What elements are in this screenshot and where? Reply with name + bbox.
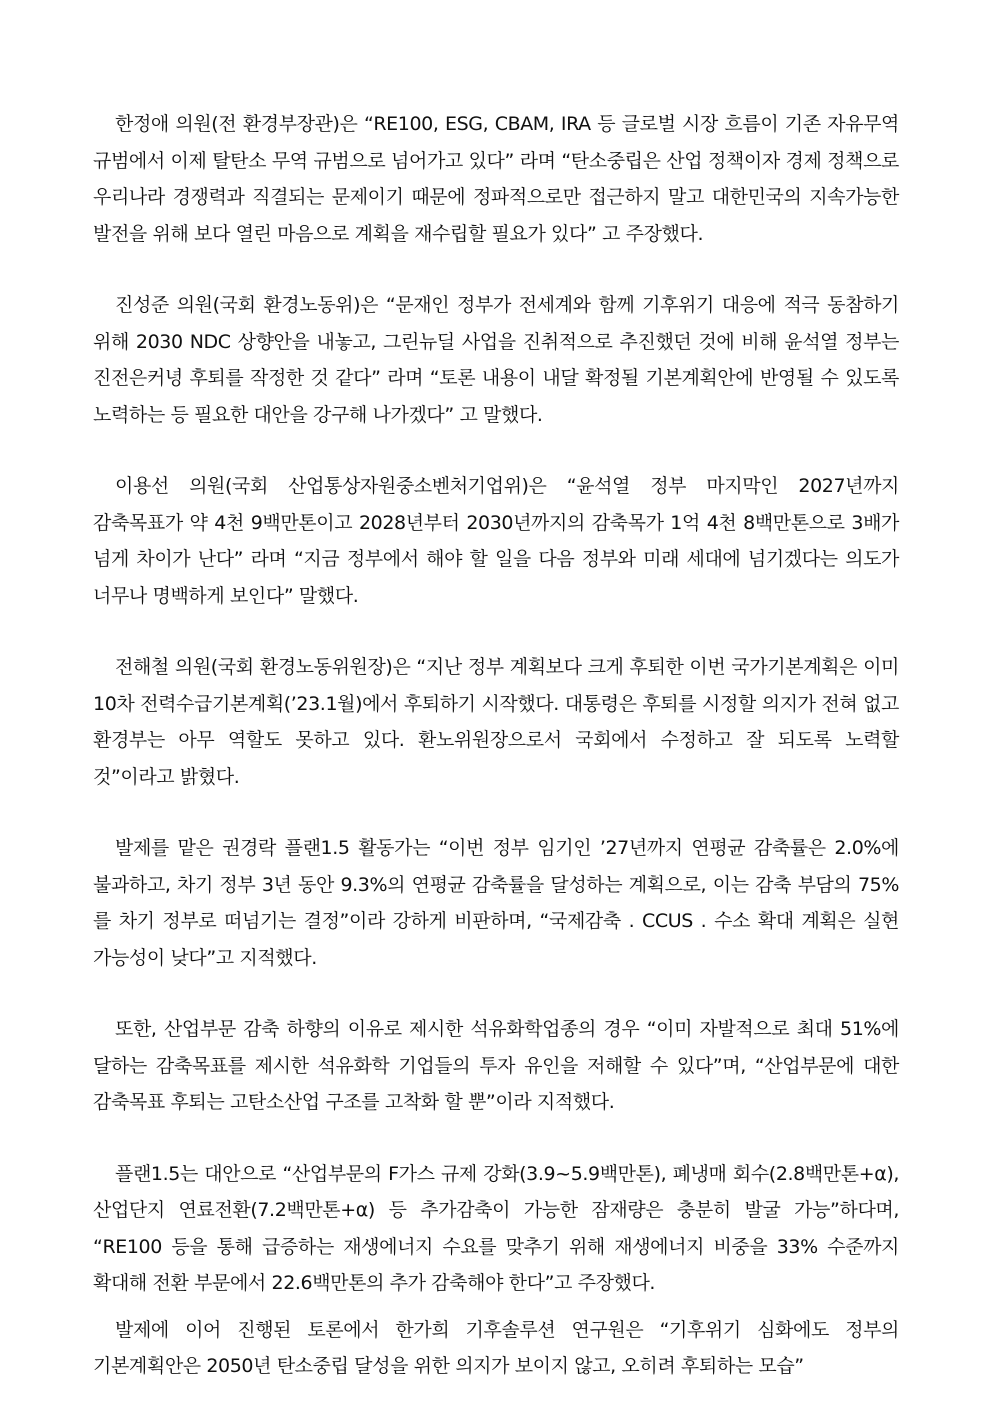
paragraph-kwon-gyeongrak: 발제를 맡은 권경락 플랜1.5 활동가는 “이번 정부 임기인 ’27년까지 연평균 감축률은 2.0%에 불과하고, 차기 정부 3년 동안 9.3%의 연평균 감축률을 달성하는 계획으로, 이는 감축 부담의 75%를 차기 정부로 떠넘기는 결정”이라 강하게 비판하며, “국제감축 . CCUS . 수소 확대 계획은 실현 가능성이 낮다”고 지적했다. xyxy=(93,837,899,969)
paragraph-han-jeongae: 한정애 의원(전 환경부장관)은 “RE100, ESG, CBAM, IRA 등 글로벌 시장 흐름이 기존 자유무역 규범에서 이제 탈탄소 무역 규범으로 넘어가고 있다” 라며 “탄소중립은 산업 정책이자 경제 정책으로 우리나라 경쟁력과 직결되는 문제이기 때문에 정파적으로만 접근하지 말고 대한민국의 지속가능한 발전을 위해 보다 열린 마음으로 계획을 재수립할 필요가 있다” 고 주장했다. xyxy=(93,113,899,245)
paragraph-industry-sector: 또한, 산업부문 감축 하향의 이유로 제시한 석유화학업종의 경우 “이미 자발적으로 최대 51%에 달하는 감축목표를 제시한 석유화학 기업들의 투자 유인을 저해할 수 있다”며, “산업부문에 대한 감축목표 후퇴는 고탄소산업 구조를 고착화 할 뿐”이라 지적했다. xyxy=(93,1018,899,1113)
paragraph-jin-seongjun: 진성준 의원(국회 환경노동위)은 “문재인 정부가 전세계와 함께 기후위기 대응에 적극 동참하기 위해 2030 NDC 상향안을 내놓고, 그린뉴딜 사업을 진취적으로 추진했던 것에 비해 윤석열 정부는 진전은커녕 후퇴를 작정한 것 같다” 라며 “토론 내용이 내달 확정될 기본계획안에 반영될 수 있도록 노력하는 등 필요한 대안을 강구해 나가겠다” 고 말했다. xyxy=(93,294,899,426)
paragraph-han-gahui: 발제에 이어 진행된 토론에서 한가희 기후솔루션 연구원은 “기후위기 심화에도 정부의 기본계획안은 2050년 탄소중립 달성을 위한 의지가 보이지 않고, 오히려 후퇴하는 모습” xyxy=(93,1318,899,1377)
paragraph-plan15-alternative: 플랜1.5는 대안으로 “산업부문의 F가스 규제 강화(3.9~5.9백만톤), 폐냉매 회수(2.8백만톤+α), 산업단지 연료전환(7.2백만톤+α) 등 추가감축이 가능한 잠재량은 충분히 발굴 가능”하다며, “RE100 등을 통해 급증하는 재생에너지 수요를 맞추기 위해 재생에너지 비중을 33% 수준까지 확대해 전환 부문에서 22.6백만톤의 추가 감축해야 한다”고 주장했다. xyxy=(93,1162,899,1294)
document-body xyxy=(93,106,899,1420)
paragraph-lee-yongseon: 이용선 의원(국회 산업통상자원중소벤처기업위)은 “윤석열 정부 마지막인 2027년까지 감축목표가 약 4천 9백만톤이고 2028년부터 2030년까지의 감축목가 1억 4천 8백만톤으로 3배가 넘게 차이가 난다” 라며 “지금 정부에서 해야 할 일을 다음 정부와 미래 세대에 넘기겠다는 의도가 너무나 명백하게 보인다” 말했다. xyxy=(93,475,899,607)
paragraph-jeon-haecheol: 전해철 의원(국회 환경노동위원장)은 “지난 정부 계획보다 크게 후퇴한 이번 국가기본계획은 이미 10차 전력수급기본계획(’23.1월)에서 후퇴하기 시작했다. 대통령은 후퇴를 시정할 의지가 전혀 없고 환경부는 아무 역할도 못하고 있다. 환노위원장으로서 국회에서 수정하고 잘 되도록 노력할 것”이라고 밝혔다. xyxy=(93,656,899,788)
